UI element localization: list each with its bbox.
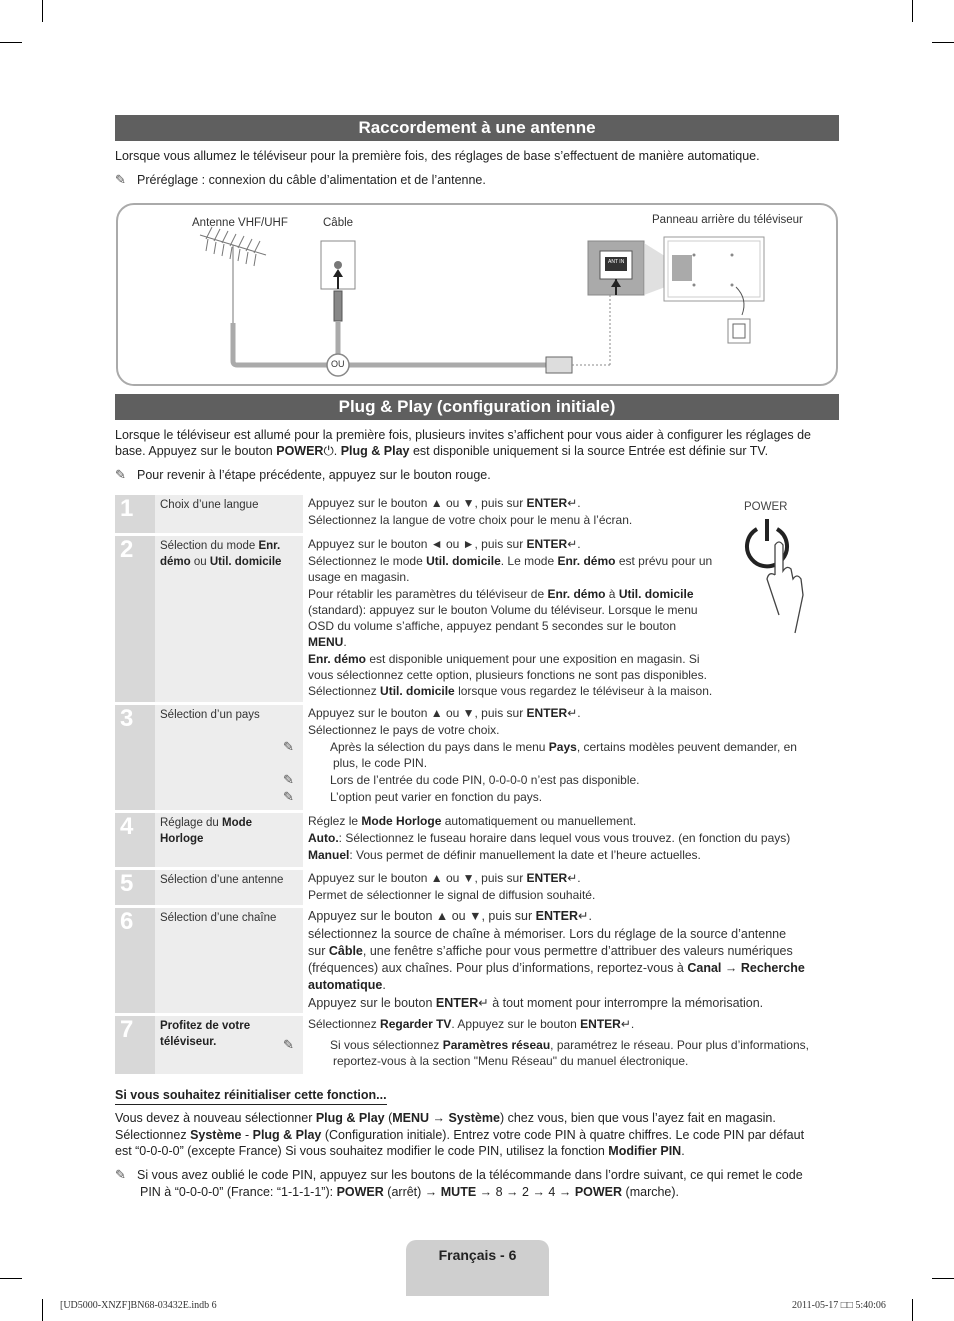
crop-mark [932, 1278, 954, 1279]
crop-mark [912, 0, 913, 22]
ant-in-label: ANT IN [608, 259, 625, 265]
file-name: [UD5000-XNZF]BN68-03432E.indb 6 [60, 1300, 217, 1311]
power-label: POWER [744, 501, 788, 513]
step-number: 1 [115, 495, 155, 533]
reset-title: Si vous souhaitez réinitialiser cette fonction... [115, 1088, 387, 1105]
step-description: Appuyez sur le bouton ▲ ou ▼, puis sur ENTER↵. Sélectionnez le pays de votre choix. ✎ Après la sélection du pays dans le menu Pays, certains modèles peuvent demander, en plus, le code PIN. ✎ Lors de l’entrée du code PIN, 0-0-0-0 n’est pas disponible. ✎ L’option peut varier en fonction du pays. [283, 706, 797, 804]
reset-paragraph: Vous devez à nouveau sélectionner Plug & Play (MENU → Système) chez vous, bien que vous l’ayez fait en magasin. Sélectionnez Système - Plug & Play (Configuration initiale). Entrez votre code PIN à quatre chiffres. Le code PIN par défaut est “0-0-0-0” (excepte France) Si vous souhaitez modifier le code PIN, utilisez la fonction Modifier PIN. [115, 1111, 805, 1158]
diagram-drawing [116, 203, 838, 386]
crop-mark [932, 42, 954, 43]
enter-icon: ↵ [567, 537, 578, 551]
step-number: 4 [115, 813, 155, 867]
enter-icon: ↵ [567, 706, 578, 720]
cable-label: Câble [323, 217, 354, 229]
step-3 [115, 705, 839, 810]
step-description: Sélectionnez Regarder TV. Appuyez sur le bouton ENTER↵. ✎ Si vous sélectionnez Paramètres réseau, paramétrez le réseau. Pour plus d’informations, reportez-vous à la section "Menu Réseau" du manuel électronique. [283, 1017, 809, 1068]
crop-mark [0, 42, 22, 43]
enter-icon: ↵ [567, 496, 578, 510]
antenna-label: Antenne VHF/UHF [192, 217, 288, 229]
step-label: Réglage du Mode Horloge [155, 813, 303, 867]
step-number: 2 [115, 536, 155, 702]
enter-icon: ↵ [567, 871, 578, 885]
step-label: Sélection du mode Enr. démo ou Util. domicile [155, 536, 303, 702]
print-date: 2011-05-17 □□ 5:40:06 [792, 1300, 886, 1311]
step-label: Profitez de votre téléviseur. [155, 1016, 303, 1074]
ou-label: OU [331, 359, 345, 369]
antenna-connection-diagram [116, 203, 838, 386]
section-title-plug-play: Plug & Play (configuration initiale) [115, 394, 839, 420]
crop-mark [42, 1299, 43, 1321]
antenna-icon [200, 227, 266, 323]
step-1 [115, 495, 839, 533]
crop-mark [912, 1299, 913, 1321]
step-description: Appuyez sur le bouton ▲ ou ▼, puis sur ENTER↵. Sélectionnez la langue de votre choix pour le menu à l’écran. [308, 496, 633, 527]
step-description: Appuyez sur le bouton ▲ ou ▼, puis sur ENTER↵. sélectionnez la source de chaîne à mémoriser. Lors du réglage de la source d’antenne sur Câble, une fenêtre s’affiche pour vous permettre d’attribuer des valeurs numériques (fréquences) aux chaînes. Pour plus d’informations, reportez-vous à Canal → Recherche automatique. Appuyez sur le bouton ENTER↵ à tout moment pour interrompre la mémorisation. [308, 909, 805, 1010]
pencil-icon: ✎ [283, 772, 294, 787]
section-intro: Lorsque vous allumez le téléviseur pour la première fois, des réglages de base s’effectuent de manière automatique. [115, 149, 760, 163]
step-label: Sélection d’un pays [155, 705, 303, 810]
enter-icon: ↵ [620, 1017, 631, 1031]
section-intro-line2: base. Appuyez sur le bouton POWER⏻. Plug & Play est disponible uniquement si la source Entrée est définie sur TV. [115, 443, 769, 458]
crop-mark [42, 0, 43, 22]
pencil-icon: ✎ [115, 467, 126, 482]
note: ✎ Préréglage : connexion du câble d’alimentation et de l’antenne. [115, 172, 486, 187]
step-label: Choix d’une langue [155, 495, 303, 533]
crop-mark [0, 1278, 22, 1279]
step-4 [115, 813, 839, 867]
section-intro-line1: Lorsque le téléviseur est allumé pour la première fois, plusieurs invites s’affichent pour vous aider à configurer les réglages de [115, 428, 811, 442]
step-number: 5 [115, 870, 155, 905]
pencil-icon: ✎ [115, 172, 126, 187]
panel-label: Panneau arrière du téléviseur [652, 214, 803, 226]
step-2 [115, 536, 839, 702]
step-number: 7 [115, 1016, 155, 1074]
step-description: Réglez le Mode Horloge automatiquement ou manuellement. Auto.: Sélectionnez le fuseau horaire dans lequel vous vous trouvez. (en fonction du pays) Manuel: Vous permet de définir manuellement la date et l’heure actuelles. [308, 814, 791, 862]
note: ✎ Pour revenir à l’étape précédente, appuyez sur le bouton rouge. [115, 467, 491, 482]
step-label: Sélection d’une antenne [155, 870, 303, 905]
power-icon: ⏻ [323, 443, 334, 458]
pencil-icon: ✎ [283, 739, 294, 754]
step-description: Appuyez sur le bouton ▲ ou ▼, puis sur ENTER↵. Permet de sélectionner le signal de diffusion souhaité. [308, 871, 596, 902]
page-number: Français - 6 [406, 1240, 549, 1296]
step-5 [115, 870, 839, 905]
enter-icon: ↵ [478, 996, 489, 1010]
step-number: 3 [115, 705, 155, 810]
pencil-icon: ✎ [283, 789, 294, 804]
step-label: Sélection d’une chaîne [155, 908, 303, 1013]
step-description: Appuyez sur le bouton ◄ ou ►, puis sur ENTER↵. Sélectionnez le mode Util. domicile. Le mode Enr. démo est prévu pour un usage en magasin. Pour rétablir les paramètres du téléviseur de Enr. démo à Util. domicile (standard): appuyez sur le bouton Volume du téléviseur. Lorsque le menu OSD du volume s’affiche, appuyez pendant 5 secondes sur le bouton MENU. Enr. démo est disponible uniquement pour une exposition en magasin. Si vous sélectionnez cette option, plusieurs fonctions ne sont pas disponibles. Sélectionnez Util. domicile lorsque vous regardez le téléviseur à la maison. [308, 537, 713, 698]
section-title-antenna: Raccordement à une antenne [115, 115, 839, 141]
step-7 [115, 1016, 839, 1074]
step-number: 6 [115, 908, 155, 1013]
reset-note: ✎ Si vous avez oublié le code PIN, appuyez sur les boutons de la télécommande dans l’ordre suivant, ce qui remet le code PIN à “0-0-0-0” (France: “1-1-1-1”): POWER (arrêt) → MUTE → 8 → 2 → 4 → POWER (marche). [115, 1167, 803, 1199]
step-6 [115, 908, 839, 1013]
pencil-icon: ✎ [283, 1037, 294, 1052]
enter-icon: ↵ [578, 909, 589, 923]
pencil-icon: ✎ [115, 1167, 126, 1182]
